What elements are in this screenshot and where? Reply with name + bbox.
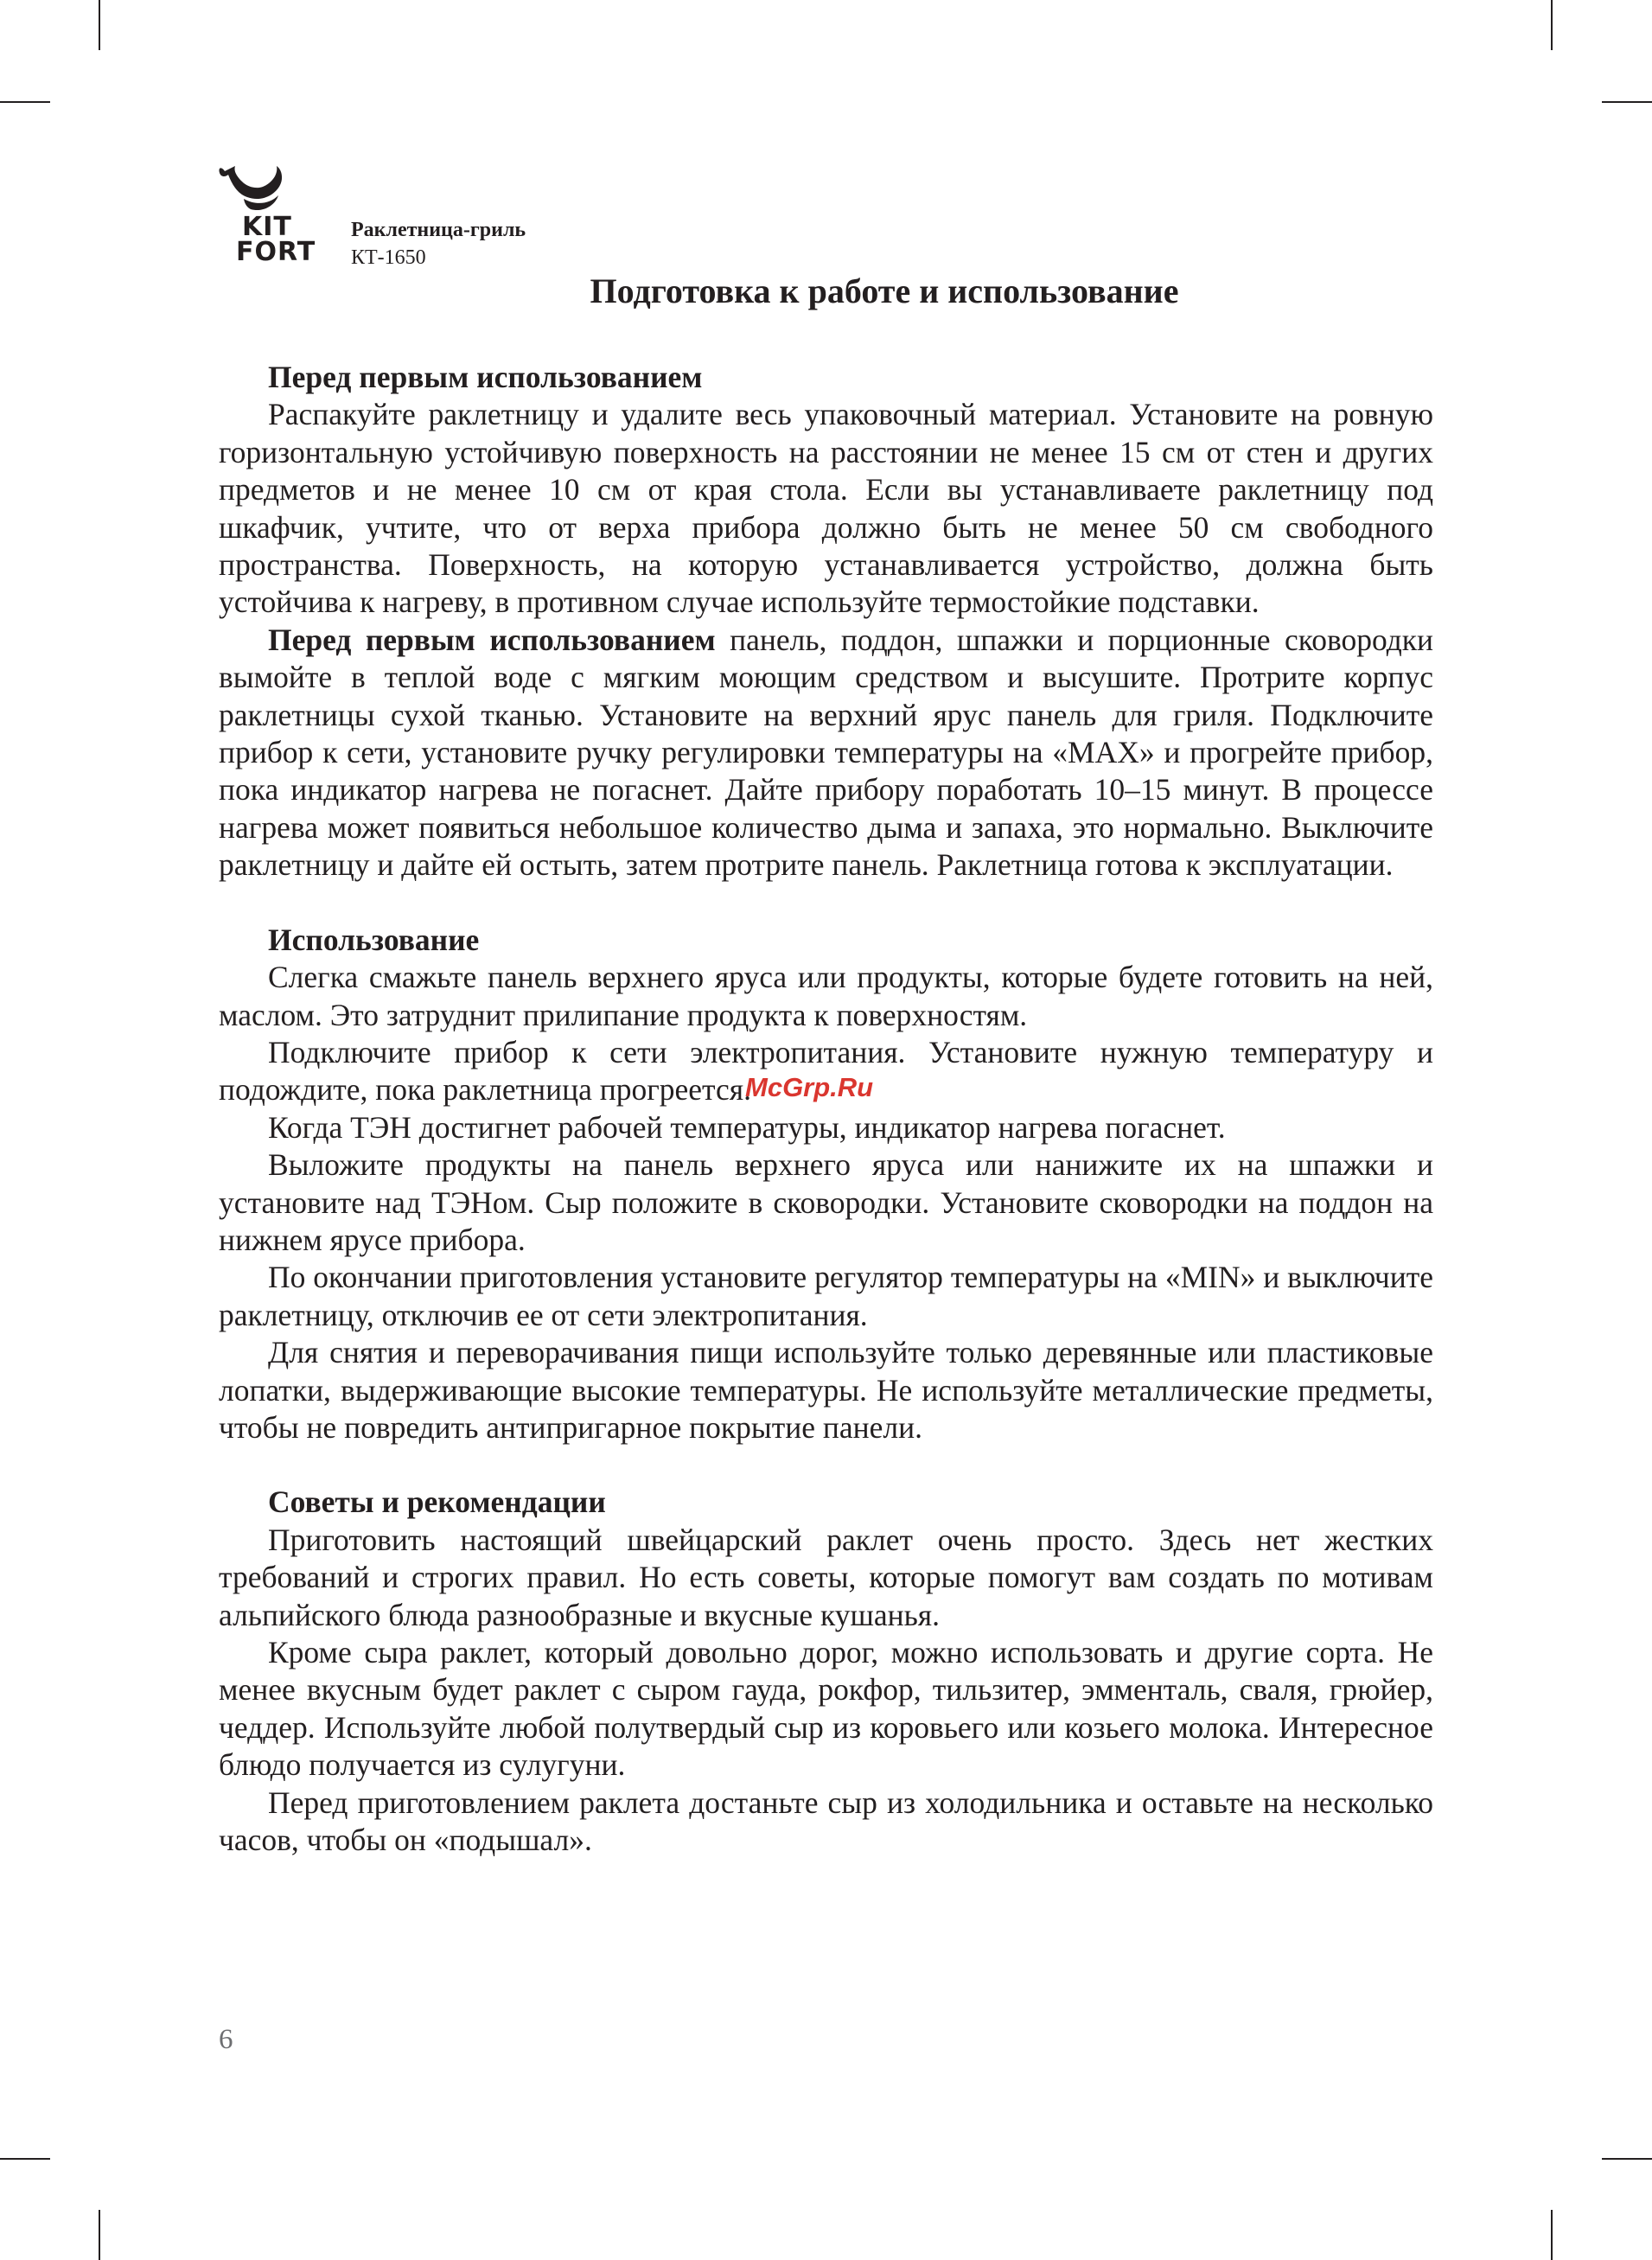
section-heading-tips: Советы и рекомендации <box>268 1484 606 1520</box>
brand-logo <box>214 164 327 268</box>
crop-mark <box>99 2210 100 2260</box>
logo-line-kit: KIT <box>242 212 292 242</box>
paragraph: Приготовить настоящий швейцарский раклет очень просто. Здесь нет жестких требований и строгих правил. Но есть советы, которые помогут вам создать по мотивам альпийского блюда разнообразные и вкусные кушанья. <box>219 1522 1433 1632</box>
spacer <box>219 1446 1433 1484</box>
product-model: КТ-1650 <box>351 246 426 269</box>
section-heading-first-use: Перед первым использованием <box>268 360 703 394</box>
crop-mark <box>0 2158 50 2160</box>
paragraph: По окончании приготовления установите регулятор температуры на «MIN» и выключите раклетницу, отключив ее от сети электропитания. <box>219 1260 1433 1332</box>
logo-line-fort: FORT <box>236 237 316 267</box>
paragraph: Когда ТЭН достигнет рабочей температуры, индикатор нагрева погаснет. <box>268 1109 1226 1145</box>
page-title: Подготовка к работе и использование <box>590 271 1179 310</box>
paragraph: Перед приготовлением раклета достаньте сыр из холодильника и оставьте на несколько часов, чтобы он «подышал». <box>219 1784 1433 1858</box>
page-body <box>219 264 1433 1859</box>
section-heading-usage: Использование <box>268 922 480 957</box>
paragraph: Подключите прибор к сети электропитания. Установите нужную температуру и подождите, пока раклетница прогреется. <box>219 1034 1433 1108</box>
crop-mark <box>1551 2210 1553 2260</box>
paragraph: Для снятия и переворачивания пищи используйте только деревянные или пластиковые лопатки, выдерживающие высокие температуры. Не используйте металлические предметы, чтобы не повредить антипригарное покрытие панели. <box>219 1335 1433 1445</box>
watermark: McGrp.Ru <box>745 1072 874 1102</box>
product-name: Раклетница-гриль <box>351 219 526 241</box>
crop-mark <box>0 101 50 103</box>
paragraph: Выложите продукты на панель верхнего яруса или нанижите их на шпажки и установите над ТЭНом. Сыр положите в сковородки. Установите сковородки на поддон на нижнем ярусе прибора. <box>219 1147 1433 1257</box>
paragraph-text: панель, поддон, шпажки и порционные сковородки вымойте в теплой воде с мягким моющим средством и высушите. Протрите корпус раклетницы сухой тканью. Установите на верхний ярус панель для гриля. Подключите прибор к сети, установите ручку регулировки температуры на «MAX» и прогрейте прибор, пока индикатор нагрева не погаснет. Дайте прибору поработать 10–15 минут. В процессе нагрева может появиться небольшое количество дыма и запаха, это нормально. Выключите раклетницу и дайте ей остыть, затем протрите панель. Раклетница готова к эксплуатации. <box>219 622 1433 883</box>
logo-wordmark <box>236 212 316 267</box>
paragraph: Кроме сыра раклет, который довольно дорог, можно использовать и другие сорта. Не менее вкусным будет раклет с сыром гауда, рокфор, тильзитер, эмменталь, сваля, грюйер, чеддер. Используйте любой полутвердый сыр из коровьего или козьего молока. Интересное блюдо получается из сулугуни. <box>219 1635 1433 1783</box>
crop-mark <box>1602 2158 1652 2160</box>
page-number: 6 <box>219 2024 233 2055</box>
crop-mark <box>99 0 100 50</box>
crop-mark <box>1551 0 1553 50</box>
kitfort-whale-icon <box>218 164 285 216</box>
paragraph <box>219 622 1433 884</box>
paragraph-lead: Перед первым использованием <box>268 622 716 657</box>
spacer <box>219 884 1433 922</box>
paragraph: Слегка смажьте панель верхнего яруса или продукты, которые будете готовить на ней, маслом. Это затруднит прилипание продукта к поверхностям. <box>219 960 1433 1032</box>
paragraph: Распакуйте раклетницу и удалите весь упаковочный материал. Установите на ровную горизонтальную устойчивую поверхность на расстоянии не менее 15 см от стен и других предметов и не менее 10 см от края стола. Если вы устанавливаете раклетницу под шкафчик, учтите, что от верха прибора должно быть не менее 50 см свободного пространства. Поверхность, на которую устанавливается устройство, должна быть устойчива к нагреву, в противном случае используйте термостойкие подставки. <box>219 397 1433 620</box>
crop-mark <box>1602 101 1652 103</box>
